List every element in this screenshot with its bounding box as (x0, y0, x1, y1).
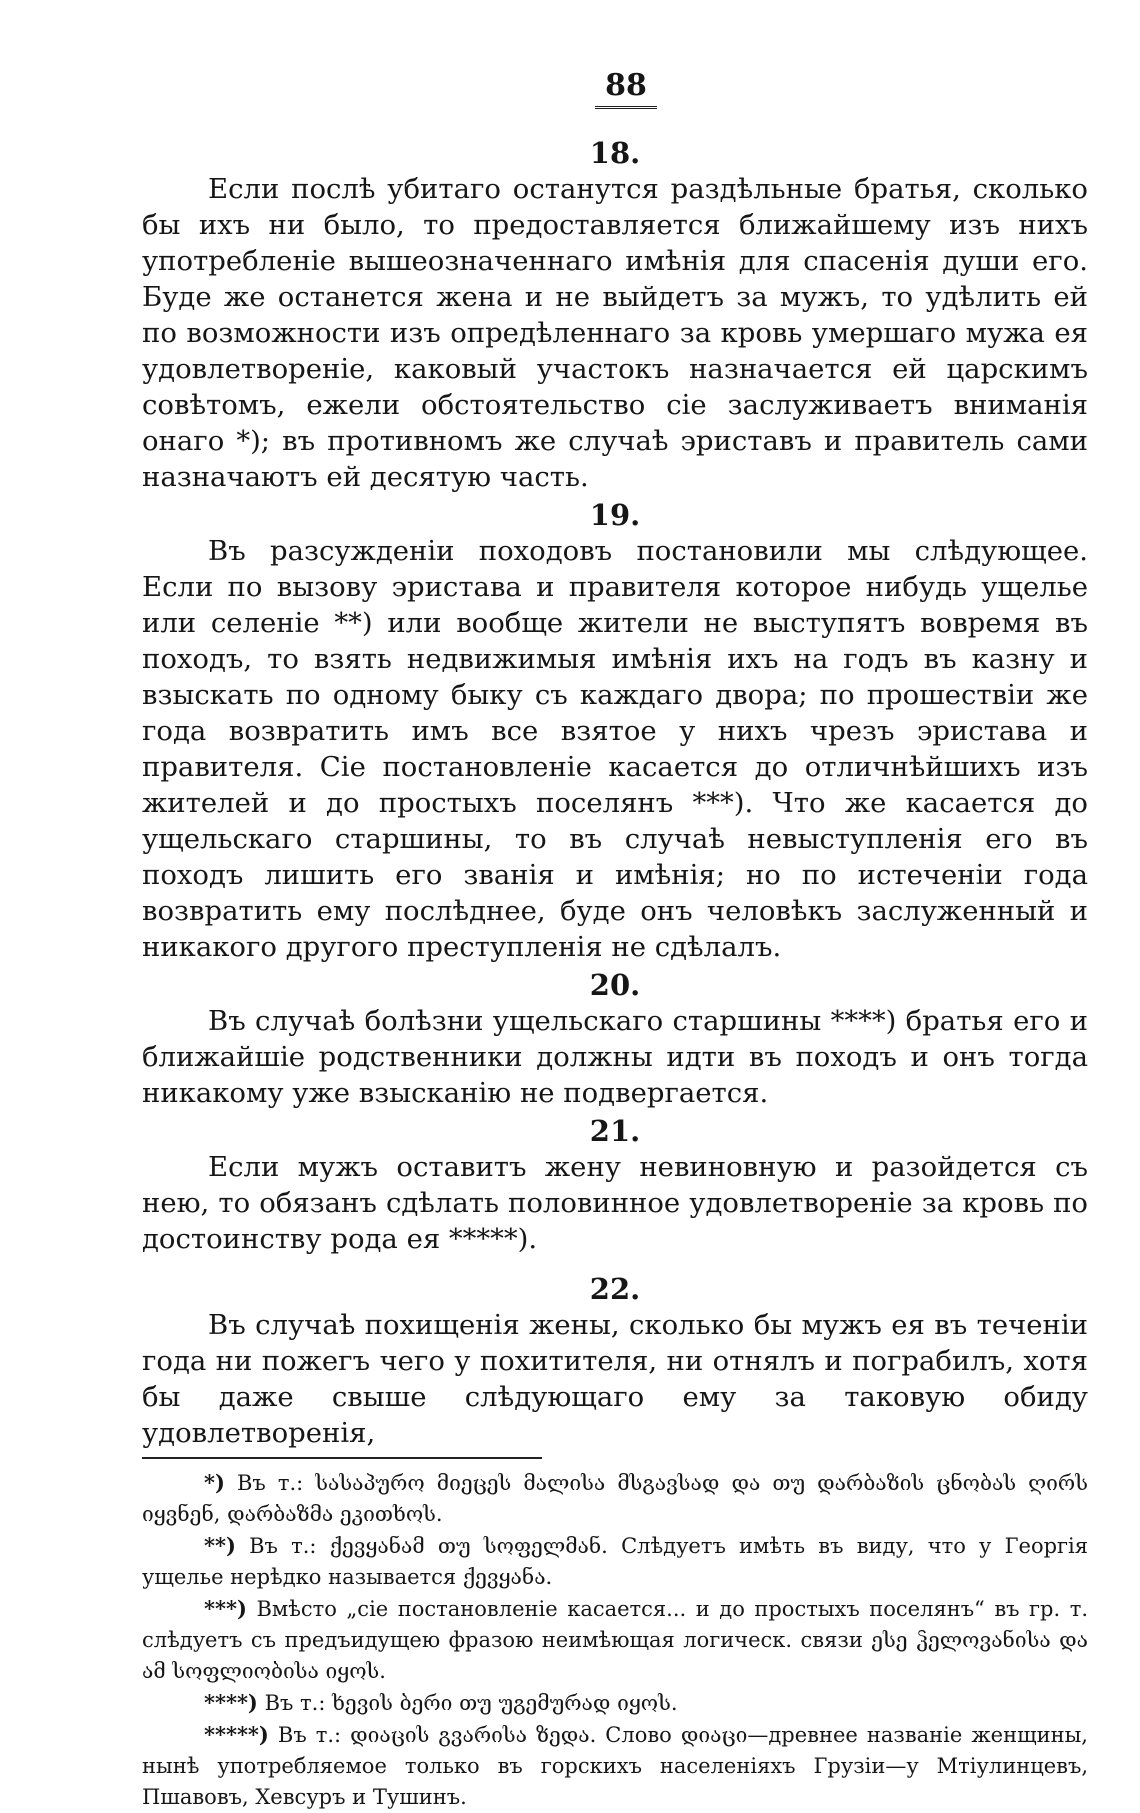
footnote-text: Въ т.: ქევყანამ თუ სოფელმან. Слѣдуетъ имѣть въ виду, что у Георгія ущелье нерѣдко называется ქევყანა. (142, 1534, 1088, 1589)
footnote-4 (142, 1687, 1088, 1719)
footnote-mark: ***) (204, 1596, 247, 1621)
article-number: 19. (589, 498, 641, 532)
article-text: Въ случаѣ болѣзни ущельскаго старшины ****) братья его и ближайшіе родственники должны идти въ походъ и онъ тогда никакому уже взысканію не подвергается. (142, 1005, 1088, 1109)
book-page (142, 68, 1088, 1813)
footnote-divider (142, 1457, 542, 1459)
article-number: 22. (589, 1272, 641, 1306)
page-number-value: 88 (595, 68, 657, 109)
article-number: 18. (589, 136, 641, 170)
article-text: Если мужъ оставитъ жену невиновную и разойдется съ нею, то обязанъ сдѣлать половинное удовлетвореніе за кровь по достоинству рода ея *****). (142, 1151, 1088, 1255)
footnotes (142, 1467, 1088, 1813)
page-number (164, 68, 1088, 109)
footnote-2 (142, 1530, 1088, 1593)
footnote-mark: **) (204, 1533, 236, 1558)
article-20 (142, 967, 1088, 1111)
article-21 (142, 1113, 1088, 1257)
article-number: 20. (589, 968, 641, 1002)
footnote-text: Въ т.: დიაცის გვარისა ზედა. Слово დიაცი—древнее названіе женщины, нынѣ употребляемое только въ горскихъ населеніяхъ Грузіи—у Мтіулинцевъ, Пшавовъ, Хевсуръ и Тушинъ. (142, 1723, 1088, 1809)
footnote-1 (142, 1467, 1088, 1530)
article-text: Если послѣ убитаго останутся раздѣльные братья, сколько бы ихъ ни было, то предоставляется ближайшему изъ нихъ употребленіе вышеозначеннаго имѣнія для спасенія души его. Буде же останется жена и не выйдетъ за мужъ, то удѣлить ей по возможности изъ опредѣленнаго за кровь умершаго мужа ея удовлетвореніе, каковый участокъ назначается ей царскимъ совѣтомъ, ежели обстоятельство сіе заслуживаетъ вниманія онаго *); въ противномъ же случаѣ эриставъ и правитель сами назначаютъ ей десятую часть. (142, 173, 1088, 493)
footnote-3 (142, 1593, 1088, 1687)
footnote-text: Вмѣсто „сіе постановленіе касается... и до простыхъ поселянъ“ въ гр. т. слѣдуетъ съ предъидущею фразою неимѣющая логическ. связи ესე ჴელოვანისა და ამ სოფლიობისა იყოს. (142, 1597, 1088, 1683)
footnote-5 (142, 1719, 1088, 1813)
footnote-text: Въ т.: სასაპურო მიეცეს მალისა მსგავსად და თუ დარბაზის ცნობას ღირს იყვნენ, დარბაზმა ეკითხოს. (142, 1471, 1088, 1526)
article-22 (142, 1271, 1088, 1451)
footnote-mark: *) (204, 1470, 225, 1495)
article-text: Въ случаѣ похищенія жены, сколько бы мужъ ея въ теченіи года ни пожегъ чего у похитителя, ни отнялъ и пограбилъ, хотя бы даже свыше слѣдующаго ему за таковую обиду удовлетворенія, (142, 1309, 1088, 1449)
footnote-mark: ****) (204, 1690, 258, 1715)
footnote-text: Въ т.: ხევის ბერი თუ უგემურად იყოს. (264, 1691, 678, 1715)
article-number: 21. (589, 1114, 641, 1148)
article-19 (142, 497, 1088, 965)
footnote-mark: *****) (204, 1722, 269, 1747)
article-18 (142, 135, 1088, 495)
article-text: Въ разсужденіи походовъ постановили мы слѣдующее. Если по вызову эристава и правителя которое нибудь ущелье или селеніе **) или вообще жители не выступятъ вовремя въ походъ, то взять недвижимыя имѣнія ихъ на годъ въ казну и взыскать по одному быку съ каждаго двора; по прошествіи же года возвратить имъ все взятое у нихъ чрезъ эристава и правителя. Сіе постановленіе касается до отличнѣйшихъ изъ жителей и до простыхъ поселянъ ***). Что же касается до ущельскаго старшины, то въ случаѣ невыступленія его въ походъ лишить его званія и имѣнія; но по истеченіи года возвратить ему послѣднее, буде онъ человѣкъ заслуженный и никакого другого преступленія не сдѣлалъ. (142, 535, 1088, 963)
